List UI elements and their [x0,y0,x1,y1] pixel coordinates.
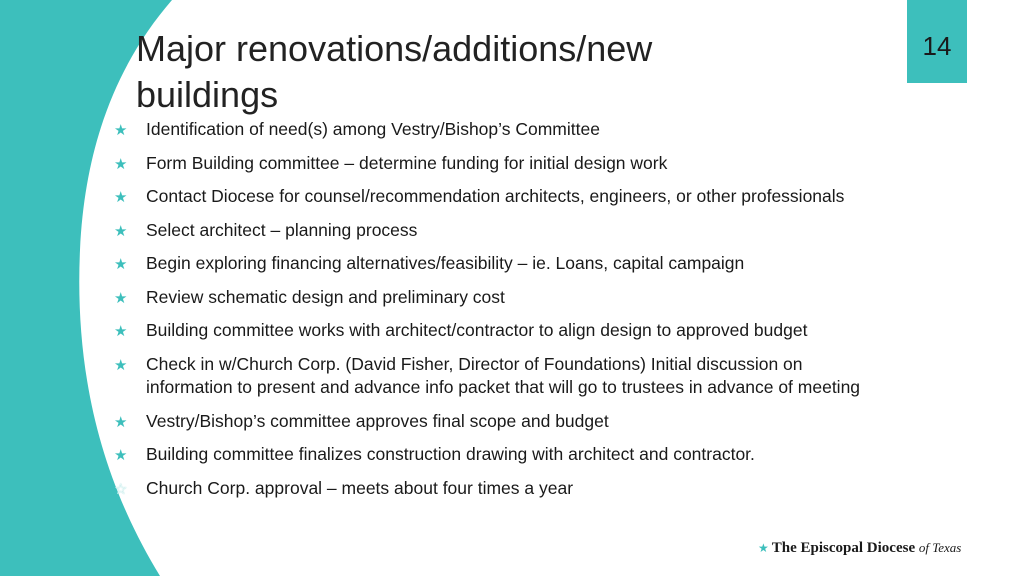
star-bullet-icon: ☆ [114,480,128,498]
list-item-text: Contact Diocese for counsel/recommendation architects, engineers, or other professionals [146,186,845,206]
list-item-text: Review schematic design and preliminary cost [146,286,505,307]
bullet-list [112,118,892,510]
list-item-text: Form Building committee – determine funding for initial design work [146,152,668,173]
list-item [112,185,892,209]
list-item-text: Select architect – planning process [146,219,418,240]
list-item [112,286,892,310]
list-item [112,252,892,276]
star-bullet-icon: ★ [114,155,128,173]
list-item [112,353,892,400]
list-item [112,118,892,142]
star-bullet-icon: ★ [114,447,128,464]
list-item-text: Begin exploring financing alternatives/feasibility – ie. Loans, capital campaign [146,253,745,273]
slide-number: 14 [907,0,967,83]
list-item-text: Check in w/Church Corp. (David Fisher, Director of Foundations) Initial discussion on information to present and advance info packet that will go to trustees in advance of meeting [146,353,861,397]
star-bullet-icon: ★ [114,356,128,374]
logo-of-texas-text: of Texas [918,540,962,555]
list-item [112,219,892,243]
star-bullet-icon: ★ [114,122,128,139]
list-item-text: Building committee works with architect/contractor to align design to approved budget [146,320,808,340]
list-item [112,410,892,434]
star-logo-icon: ★ [758,541,769,555]
list-item-text: Church Corp. approval – meets about four times a year [146,477,574,498]
page-title: Major renovations/additions/new buildings [136,28,653,115]
star-bullet-icon: ★ [114,289,128,307]
list-item-text: Identification of need(s) among Vestry/Bishop’s Committee [146,119,600,139]
list-item [112,443,892,467]
list-item [112,477,892,501]
diocese-logo [758,540,961,557]
list-item [112,152,892,176]
star-bullet-icon: ★ [114,413,128,431]
list-item-text: Building committee finalizes construction drawing with architect and contractor. [146,444,755,464]
star-bullet-icon: ★ [114,323,128,340]
list-item-text: Vestry/Bishop’s committee approves final scope and budget [146,410,609,431]
logo-brand-text: The Episcopal Diocese [771,540,916,556]
list-item [112,319,892,343]
star-bullet-icon: ★ [114,222,128,240]
star-bullet-icon: ★ [114,189,128,206]
star-bullet-icon: ★ [114,256,128,273]
